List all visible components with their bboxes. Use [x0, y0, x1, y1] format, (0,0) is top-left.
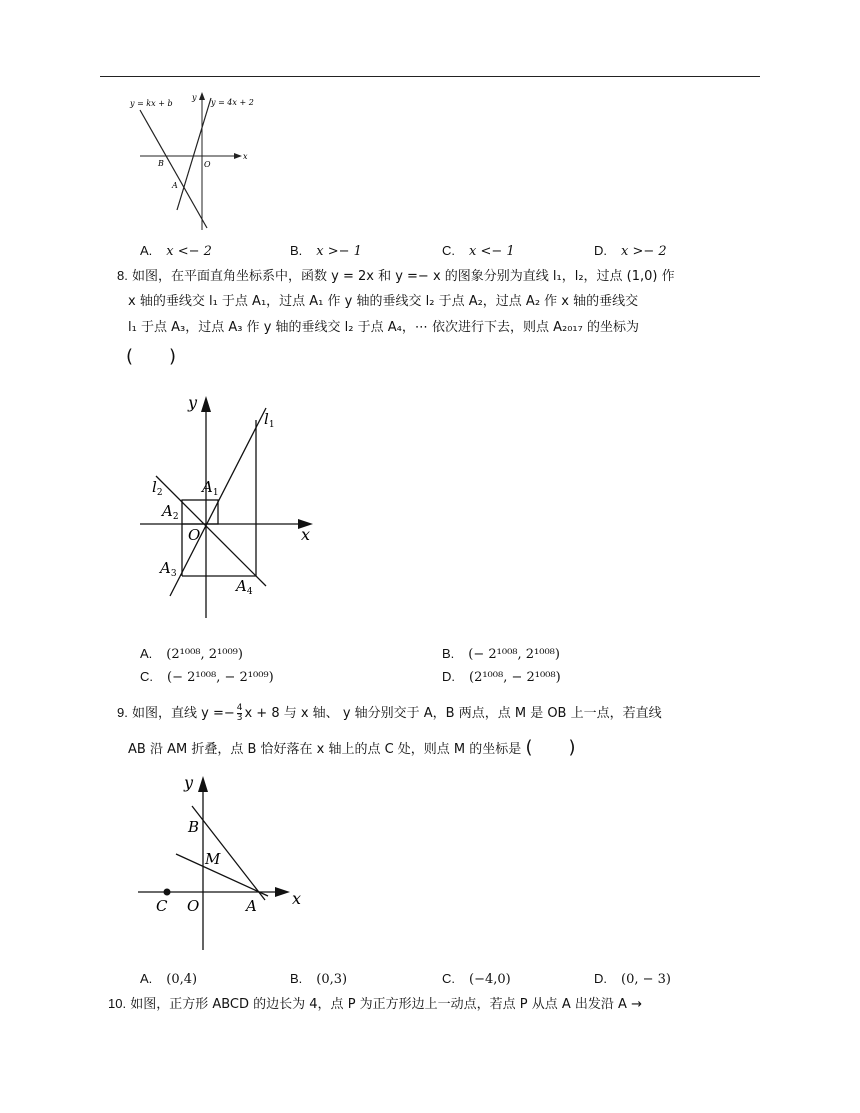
q7-point-O: O — [204, 160, 211, 169]
q7-line-kx-b — [140, 110, 207, 228]
option-label: D. — [594, 971, 607, 986]
q8-label-A4: $A_4$ — [236, 577, 253, 597]
option-value: (− 2¹⁰⁰⁸, 2¹⁰⁰⁸) — [468, 647, 560, 662]
q10-text-line1 — [108, 994, 642, 1015]
q9-text-line2 — [128, 738, 575, 760]
q8-figure — [140, 390, 330, 625]
option-value: (2¹⁰⁰⁸, 2¹⁰⁰⁹) — [166, 647, 243, 662]
q9-axis-y-label: y — [184, 773, 194, 792]
option-label: B. — [290, 971, 303, 986]
q8-text-line3: l₁ 于点 A₃，过点 A₃ 作 y 轴的垂线交 l₂ 于点 A₄，⋯ 依次进行下去，则点 A₂₀₁₇ 的坐标为 — [128, 320, 639, 335]
q9-number: 9. — [117, 705, 128, 720]
option-value: x >− 1 — [316, 244, 362, 259]
q9-label-O: O — [187, 897, 200, 915]
q8-label-l1: $l_1$ — [264, 410, 275, 430]
option-value: (2¹⁰⁰⁸, − 2¹⁰⁰⁸) — [469, 670, 561, 685]
q9-text-line1 — [117, 703, 662, 724]
q8-y-axis-arrow — [201, 396, 211, 412]
q7-point-B: B — [158, 159, 164, 168]
q9-frac-num: 4 — [236, 703, 243, 713]
q8-label-A2: $A_2$ — [162, 502, 179, 522]
q9-point-C-dot — [164, 889, 171, 896]
q8-number: 8. — [117, 268, 128, 283]
option-value: (0,3) — [316, 972, 348, 987]
option-value: x <− 1 — [469, 244, 515, 259]
header-rule — [100, 76, 760, 77]
q9-label-C: C — [156, 897, 168, 915]
option-label: B. — [290, 243, 303, 258]
q8-axis-x-label: x — [301, 525, 311, 544]
option-value: x <− 2 — [166, 244, 212, 259]
q8-label-A1: $A_1$ — [202, 478, 219, 498]
q7-x-axis-arrow — [234, 153, 242, 159]
option-label: C. — [442, 243, 455, 258]
q9-stem-1b: x + 8 与 x 轴、 y 轴分别交于 A，B 两点，点 M 是 OB 上一点，若直线 — [244, 706, 662, 721]
q8-answer-paren: ( ) — [126, 346, 177, 367]
q7-option-a[interactable] — [140, 243, 212, 259]
q9-x-axis-arrow — [275, 887, 290, 897]
q7-axis-x-label: x — [243, 152, 248, 161]
option-value: (−4,0) — [469, 972, 511, 987]
q7-option-d[interactable] — [594, 243, 667, 259]
option-label: B. — [442, 646, 455, 661]
q9-y-axis-arrow — [198, 776, 208, 792]
q9-frac-den: 3 — [236, 713, 243, 723]
q7-line-4x-2 — [177, 98, 211, 210]
option-value: (− 2¹⁰⁰⁸, − 2¹⁰⁰⁹) — [167, 670, 274, 685]
option-value: (0,4) — [166, 972, 198, 987]
q9-option-c[interactable] — [442, 971, 511, 987]
option-label: C. — [442, 971, 455, 986]
q7-option-b[interactable] — [290, 243, 362, 259]
q9-stem-2: AB 沿 AM 折叠，点 B 恰好落在 x 轴上的点 C 处，则点 M 的坐标是 — [128, 742, 522, 757]
q9-label-M: M — [205, 850, 221, 868]
q8-text-line2: x 轴的垂线交 l₁ 于点 A₁，过点 A₁ 作 y 轴的垂线交 l₂ 于点 A₂，过点 A₂ 作 x 轴的垂线交 — [128, 294, 639, 309]
q7-option-c[interactable] — [442, 243, 515, 259]
q9-line-AM — [176, 854, 268, 896]
option-label: D. — [442, 669, 455, 684]
q9-label-B: B — [188, 818, 200, 836]
q7-figure — [125, 88, 260, 238]
q9-option-d[interactable] — [594, 971, 671, 987]
q8-option-a[interactable] — [140, 646, 243, 662]
q9-label-A: A — [246, 897, 257, 915]
q7-y-axis-arrow — [199, 92, 205, 100]
q8-axis-y-label: y — [188, 393, 198, 412]
q9-fraction — [237, 704, 243, 723]
q9-answer-paren: ( ) — [525, 737, 576, 758]
q9-option-a[interactable] — [140, 971, 197, 987]
q8-stem-1: 如图，在平面直角坐标系中，函数 y = 2x 和 y =− x 的图象分别为直线 l₁，l₂，过点 (1,0) 作 — [131, 269, 675, 284]
q8-option-d[interactable] — [442, 669, 561, 685]
q10-stem-1: 如图，正方形 ABCD 的边长为 4，点 P 为正方形边上一动点，若点 P 从点 A 出发沿 A → — [130, 997, 642, 1012]
option-value: x >− 2 — [621, 244, 667, 259]
q7-point-A: A — [172, 181, 178, 190]
option-label: A. — [140, 243, 153, 258]
q8-option-b[interactable] — [442, 646, 560, 662]
q8-label-A3: $A_3$ — [160, 559, 177, 579]
option-label: A. — [140, 971, 153, 986]
q7-label-4x2: y = 4x + 2 — [211, 98, 254, 107]
q7-axis-y-label: y — [192, 93, 197, 102]
q9-stem-1a: 如图，直线 y =− — [131, 706, 235, 721]
q10-number: 10. — [108, 996, 127, 1011]
option-label: D. — [594, 243, 607, 258]
q9-figure — [130, 770, 310, 955]
option-label: A. — [140, 646, 153, 661]
q9-option-b[interactable] — [290, 971, 347, 987]
q9-axis-x-label: x — [292, 889, 302, 908]
q8-option-c[interactable] — [140, 669, 274, 685]
q8-label-l2: $l_2$ — [152, 478, 163, 498]
q8-text-line1 — [117, 266, 675, 287]
q8-label-O: O — [188, 526, 201, 544]
q7-label-kxb: y = kx + b — [130, 99, 173, 108]
option-value: (0, − 3) — [621, 972, 671, 987]
option-label: C. — [140, 669, 153, 684]
